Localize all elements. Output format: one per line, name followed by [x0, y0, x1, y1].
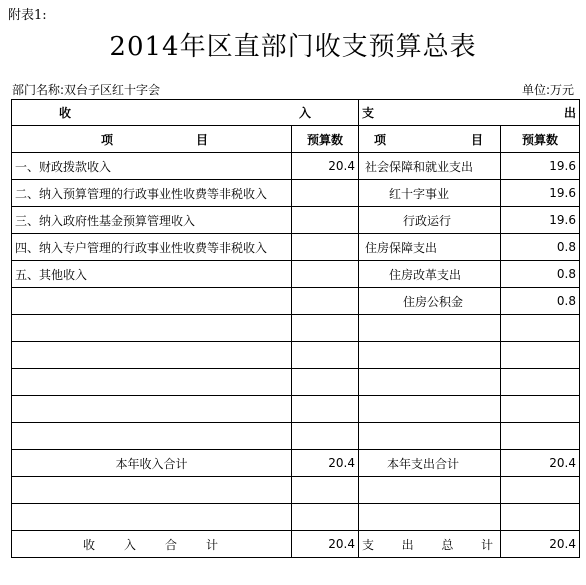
expense-budget-value: 19.6	[501, 153, 580, 180]
attachment-note: 附表1:	[8, 8, 47, 23]
expense-item: 红十字事业	[359, 180, 501, 207]
income-item	[12, 315, 292, 342]
table-row	[12, 207, 580, 234]
expense-budget-value: 19.6	[501, 180, 580, 207]
year-expense-total-label: 本年支出合计	[359, 450, 501, 477]
income-item	[12, 288, 292, 315]
expense-section-header: 支 出	[359, 100, 580, 126]
department-label: 部门名称:双台子区红十字会	[12, 83, 161, 97]
expense-item: 住房保障支出	[359, 234, 501, 261]
expense-item	[359, 315, 501, 342]
grand-income-total-value: 20.4	[292, 531, 359, 558]
year-expense-total-value: 20.4	[501, 450, 580, 477]
table-row	[12, 153, 580, 180]
income-item	[12, 423, 292, 450]
income-item: 二、纳入预算管理的行政事业性收费等非税收入	[12, 180, 292, 207]
income-budget-value: 20.4	[292, 153, 359, 180]
table-row	[12, 234, 580, 261]
table-row	[12, 342, 580, 369]
expense-item	[359, 423, 501, 450]
income-budget-value	[292, 288, 359, 315]
income-budget-value	[292, 342, 359, 369]
income-item	[12, 369, 292, 396]
table-row	[12, 504, 580, 531]
expense-budget-value: 19.6	[501, 207, 580, 234]
year-income-total-label: 本年收入合计	[12, 450, 292, 477]
grand-expense-total-label: 支 出 总 计	[359, 531, 501, 558]
expense-budget-value	[501, 315, 580, 342]
expense-item	[359, 342, 501, 369]
section-header-row	[12, 100, 580, 126]
income-section-header: 收 入	[12, 100, 359, 126]
table-row	[12, 261, 580, 288]
table-row	[12, 369, 580, 396]
income-item: 一、财政拨款收入	[12, 153, 292, 180]
income-item: 四、纳入专户管理的行政事业性收费等非税收入	[12, 234, 292, 261]
table-row	[12, 315, 580, 342]
income-budget-value	[292, 315, 359, 342]
budget-table	[11, 99, 580, 558]
income-item: 五、其他收入	[12, 261, 292, 288]
income-item	[12, 342, 292, 369]
income-budget-header: 预算数	[292, 126, 359, 153]
income-item: 三、纳入政府性基金预算管理收入	[12, 207, 292, 234]
income-budget-value	[292, 396, 359, 423]
income-budget-value	[292, 423, 359, 450]
table-row	[12, 423, 580, 450]
table-row	[12, 180, 580, 207]
table-row	[12, 288, 580, 315]
expense-budget-header: 预算数	[501, 126, 580, 153]
expense-item	[359, 369, 501, 396]
income-item	[12, 396, 292, 423]
expense-budget-value	[501, 423, 580, 450]
grand-total-row	[12, 531, 580, 558]
year-total-row	[12, 450, 580, 477]
grand-income-total-label: 收 入 合 计	[12, 531, 292, 558]
year-income-total-value: 20.4	[292, 450, 359, 477]
income-budget-value	[292, 369, 359, 396]
expense-item: 住房改革支出	[359, 261, 501, 288]
expense-item-header: 项 目	[359, 126, 501, 153]
income-budget-value	[292, 234, 359, 261]
expense-budget-value	[501, 396, 580, 423]
expense-budget-value	[501, 369, 580, 396]
column-header-row	[12, 126, 580, 153]
table-row	[12, 477, 580, 504]
unit-label: 单位:万元	[521, 83, 574, 97]
expense-budget-value: 0.8	[501, 261, 580, 288]
income-item-header: 项 目	[12, 126, 292, 153]
expense-item: 住房公积金	[359, 288, 501, 315]
page-title: 2014年区直部门收支预算总表	[109, 32, 477, 62]
income-budget-value	[292, 180, 359, 207]
table-row	[12, 396, 580, 423]
expense-budget-value: 0.8	[501, 288, 580, 315]
income-budget-value	[292, 207, 359, 234]
grand-expense-total-value: 20.4	[501, 531, 580, 558]
expense-budget-value: 0.8	[501, 234, 580, 261]
expense-item: 行政运行	[359, 207, 501, 234]
expense-item: 社会保障和就业支出	[359, 153, 501, 180]
expense-item	[359, 396, 501, 423]
expense-budget-value	[501, 342, 580, 369]
income-budget-value	[292, 261, 359, 288]
